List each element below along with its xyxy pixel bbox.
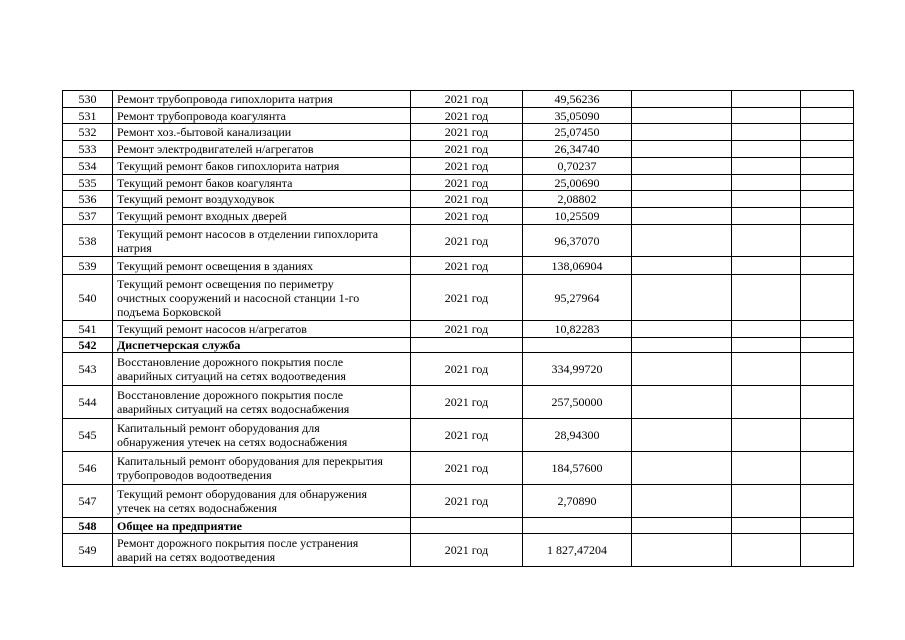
- description-cell: [113, 124, 411, 141]
- description-cell: [113, 485, 411, 518]
- description-line: Ремонт электродвигателей н/агрегатов: [117, 142, 314, 156]
- description-line: Текущий ремонт баков коагулянта: [117, 175, 293, 190]
- year-cell: 2021 год: [411, 191, 523, 208]
- description-cell: [113, 208, 411, 225]
- table-row: [63, 175, 854, 191]
- empty-cell: [732, 534, 801, 567]
- table-row: [63, 225, 854, 257]
- row-number-cell: 538: [63, 225, 113, 257]
- empty-cell: [632, 353, 732, 386]
- description-line: Текущий ремонт баков гипохлорита натрия: [117, 159, 340, 173]
- table-row: [63, 108, 854, 124]
- empty-cell: [732, 158, 801, 175]
- empty-cell: [732, 257, 801, 275]
- description-line: аварий на сетях водоотведения: [117, 550, 276, 564]
- amount-cell: 35,05090: [523, 108, 632, 124]
- description-cell: [113, 353, 411, 386]
- description-line: Текущий ремонт насосов н/агрегатов: [117, 322, 307, 336]
- year-cell: 2021 год: [411, 108, 523, 124]
- empty-cell: [732, 419, 801, 452]
- description-line: Текущий ремонт оборудования для обнаружения: [117, 487, 367, 501]
- table-row: [63, 191, 854, 208]
- year-cell: 2021 год: [411, 321, 523, 338]
- empty-cell: [632, 208, 732, 225]
- year-cell: 2021 год: [411, 386, 523, 419]
- empty-cell: [732, 208, 801, 225]
- section-header-row: [63, 518, 854, 534]
- year-cell: 2021 год: [411, 158, 523, 175]
- description-cell: [113, 91, 411, 108]
- description-line: Капитальный ремонт оборудования для: [117, 421, 320, 435]
- description-cell: [113, 452, 411, 485]
- amount-cell: 96,37070: [523, 225, 632, 257]
- description-line: Текущий ремонт освещения в зданиях: [117, 258, 313, 273]
- row-number-cell: 548: [63, 518, 113, 534]
- amount-cell: 1 827,47204: [523, 534, 632, 567]
- year-cell: 2021 год: [411, 419, 523, 452]
- amount-cell: 0,70237: [523, 158, 632, 175]
- empty-cell: [632, 518, 732, 534]
- table-row: [63, 534, 854, 567]
- row-number-cell: 545: [63, 419, 113, 452]
- description-line: Текущий ремонт насосов в отделении гипохлорита: [117, 226, 379, 241]
- description-line: очистных сооружений и насосной станции 1-го: [117, 290, 360, 305]
- description-line: подъема Борковской: [117, 304, 222, 319]
- year-cell: 2021 год: [411, 208, 523, 225]
- table-row: [63, 321, 854, 338]
- year-cell: 2021 год: [411, 534, 523, 567]
- description-cell: [113, 191, 411, 208]
- row-number-cell: 540: [63, 275, 113, 321]
- empty-cell: [732, 141, 801, 158]
- description-cell: [113, 108, 411, 124]
- empty-cell: [801, 338, 854, 353]
- empty-cell: [732, 338, 801, 353]
- empty-cell: [632, 534, 732, 567]
- row-number-cell: 541: [63, 321, 113, 338]
- description-cell: [113, 257, 411, 275]
- description-line: Текущий ремонт входных дверей: [117, 209, 287, 223]
- empty-cell: [732, 452, 801, 485]
- row-number-cell: 531: [63, 108, 113, 124]
- empty-cell: [632, 386, 732, 419]
- amount-cell: 25,07450: [523, 124, 632, 141]
- empty-cell: [632, 485, 732, 518]
- description-line: Ремонт трубопровода коагулянта: [117, 108, 286, 123]
- amount-cell: 49,56236: [523, 91, 632, 108]
- description-line: аварийных ситуаций на сетях водоснабжения: [117, 402, 350, 416]
- table-row: [63, 386, 854, 419]
- amount-cell: 2,08802: [523, 191, 632, 208]
- empty-cell: [632, 257, 732, 275]
- empty-cell: [801, 141, 854, 158]
- empty-cell: [732, 191, 801, 208]
- section-title-cell: [113, 338, 411, 353]
- empty-cell: [801, 175, 854, 191]
- description-cell: [113, 175, 411, 191]
- amount-cell: 10,25509: [523, 208, 632, 225]
- amount-cell: 95,27964: [523, 275, 632, 321]
- empty-cell: [801, 518, 854, 534]
- amount-cell: 138,06904: [523, 257, 632, 275]
- year-cell: 2021 год: [411, 485, 523, 518]
- year-cell: 2021 год: [411, 225, 523, 257]
- row-number-cell: 543: [63, 353, 113, 386]
- description-line: Ремонт дорожного покрытия после устранения: [117, 536, 359, 550]
- empty-cell: [411, 338, 523, 353]
- description-line: Текущий ремонт воздуходувок: [117, 192, 275, 206]
- row-number-cell: 536: [63, 191, 113, 208]
- table-row: [63, 353, 854, 386]
- row-number-cell: 535: [63, 175, 113, 191]
- year-cell: 2021 год: [411, 257, 523, 275]
- empty-cell: [801, 419, 854, 452]
- empty-cell: [732, 91, 801, 108]
- description-cell: [113, 141, 411, 158]
- row-number-cell: 537: [63, 208, 113, 225]
- empty-cell: [732, 108, 801, 124]
- amount-cell: 28,94300: [523, 419, 632, 452]
- row-number-cell: 534: [63, 158, 113, 175]
- description-line: аварийных ситуаций на сетях водоотведения: [117, 369, 346, 383]
- empty-cell: [632, 158, 732, 175]
- row-number-cell: 532: [63, 124, 113, 141]
- empty-cell: [732, 124, 801, 141]
- empty-cell: [411, 518, 523, 534]
- row-number-cell: 530: [63, 91, 113, 108]
- amount-cell: 257,50000: [523, 386, 632, 419]
- empty-cell: [732, 485, 801, 518]
- table-row: [63, 141, 854, 158]
- empty-cell: [732, 175, 801, 191]
- description-line: обнаружения утечек на сетях водоснабжения: [117, 435, 348, 449]
- empty-cell: [801, 91, 854, 108]
- empty-cell: [801, 191, 854, 208]
- empty-cell: [732, 386, 801, 419]
- description-cell: [113, 225, 411, 257]
- description-line: Ремонт трубопровода гипохлорита натрия: [117, 92, 333, 106]
- empty-cell: [632, 175, 732, 191]
- empty-cell: [801, 208, 854, 225]
- empty-cell: [632, 275, 732, 321]
- year-cell: 2021 год: [411, 275, 523, 321]
- year-cell: 2021 год: [411, 175, 523, 191]
- section-title-cell: [113, 518, 411, 534]
- year-cell: 2021 год: [411, 353, 523, 386]
- year-cell: 2021 год: [411, 452, 523, 485]
- row-number-cell: 542: [63, 338, 113, 353]
- empty-cell: [632, 338, 732, 353]
- empty-cell: [632, 225, 732, 257]
- year-cell: 2021 год: [411, 141, 523, 158]
- amount-cell: 2,70890: [523, 485, 632, 518]
- table-row: [63, 91, 854, 108]
- section-header-row: [63, 338, 854, 353]
- table-row: [63, 419, 854, 452]
- empty-cell: [732, 321, 801, 338]
- description-line: натрия: [117, 240, 152, 255]
- empty-cell: [632, 141, 732, 158]
- empty-cell: [801, 124, 854, 141]
- description-line: трубопроводов водоотведения: [117, 468, 272, 482]
- table-row: [63, 257, 854, 275]
- description-line: Восстановление дорожного покрытия после: [117, 355, 344, 369]
- year-cell: 2021 год: [411, 91, 523, 108]
- table-row: [63, 452, 854, 485]
- empty-cell: [801, 353, 854, 386]
- empty-cell: [632, 321, 732, 338]
- row-number-cell: 547: [63, 485, 113, 518]
- row-number-cell: 546: [63, 452, 113, 485]
- empty-cell: [801, 158, 854, 175]
- description-line: Капитальный ремонт оборудования для перекрытия: [117, 454, 383, 468]
- empty-cell: [801, 108, 854, 124]
- row-number-cell: 539: [63, 257, 113, 275]
- empty-cell: [632, 452, 732, 485]
- row-number-cell: 544: [63, 386, 113, 419]
- description-cell: [113, 419, 411, 452]
- table-row: [63, 208, 854, 225]
- empty-cell: [523, 338, 632, 353]
- description-line: Восстановление дорожного покрытия после: [117, 388, 344, 402]
- amount-cell: 25,00690: [523, 175, 632, 191]
- empty-cell: [732, 275, 801, 321]
- description-line: Текущий ремонт освещения по периметру: [117, 276, 334, 291]
- empty-cell: [732, 225, 801, 257]
- empty-cell: [801, 485, 854, 518]
- empty-cell: [632, 91, 732, 108]
- description-cell: [113, 158, 411, 175]
- description-cell: [113, 534, 411, 567]
- section-title: Общее на предприятие: [117, 518, 242, 533]
- section-title: Диспетчерская служба: [117, 338, 241, 352]
- empty-cell: [801, 225, 854, 257]
- empty-cell: [801, 275, 854, 321]
- empty-cell: [801, 257, 854, 275]
- empty-cell: [632, 191, 732, 208]
- description-line: Ремонт хоз.-бытовой канализации: [117, 125, 292, 139]
- empty-cell: [801, 452, 854, 485]
- empty-cell: [801, 534, 854, 567]
- amount-cell: 10,82283: [523, 321, 632, 338]
- empty-cell: [801, 386, 854, 419]
- description-line: утечек на сетях водоснабжения: [117, 501, 277, 515]
- description-cell: [113, 275, 411, 321]
- empty-cell: [732, 518, 801, 534]
- year-cell: 2021 год: [411, 124, 523, 141]
- row-number-cell: 549: [63, 534, 113, 567]
- empty-cell: [801, 321, 854, 338]
- table-row: [63, 124, 854, 141]
- table-row: [63, 485, 854, 518]
- description-cell: [113, 386, 411, 419]
- empty-cell: [632, 419, 732, 452]
- table-row: [63, 158, 854, 175]
- empty-cell: [523, 518, 632, 534]
- empty-cell: [632, 108, 732, 124]
- empty-cell: [632, 124, 732, 141]
- description-cell: [113, 321, 411, 338]
- row-number-cell: 533: [63, 141, 113, 158]
- repair-budget-table: [62, 90, 854, 567]
- amount-cell: 184,57600: [523, 452, 632, 485]
- empty-cell: [732, 353, 801, 386]
- amount-cell: 26,34740: [523, 141, 632, 158]
- amount-cell: 334,99720: [523, 353, 632, 386]
- table-row: [63, 275, 854, 321]
